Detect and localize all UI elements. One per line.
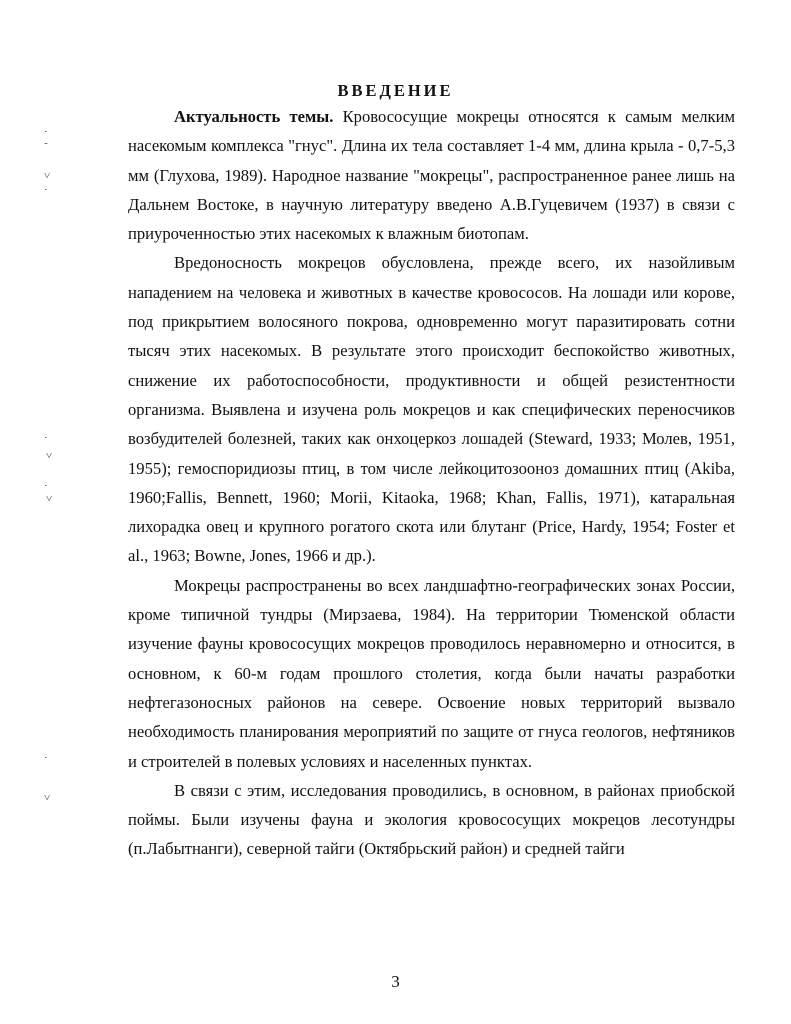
margin-scan-mark: ˅ xyxy=(44,792,51,804)
document-body xyxy=(128,102,735,864)
margin-scan-mark: ˜ xyxy=(44,141,48,153)
margin-scan-mark: · xyxy=(44,752,48,764)
paragraph-text: Кровососущие мокрецы относятся к самым мелким насекомым комплекса "гнус". Длина их тела составляет 1-4 мм, длина крыла - 0,7-5,3 мм (Глухова, 1989). Народное название "мокрецы", распространенное ранее лишь на Дальнем Востоке, в научную литературу введено А.В.Гуцевичем (1937) в связи с приуроченностью этих насекомых к влажным биотопам. xyxy=(128,107,735,244)
margin-scan-mark: · xyxy=(44,184,48,196)
paragraph xyxy=(128,776,735,864)
page-title: ВВЕДЕНИЕ xyxy=(337,81,454,101)
paragraph xyxy=(128,571,735,776)
margin-scan-mark: ˅ xyxy=(46,450,53,462)
margin-scan-mark: · xyxy=(44,126,48,138)
paragraph xyxy=(128,102,735,248)
paragraph-text: В связи с этим, исследования проводились, в основном, в районах приобской поймы. Были изучены фауна и экология кровососущих мокрецов лесотундры (п.Лабытнанги), северной тайги (Октябрьский район) и средней тайги xyxy=(128,780,735,859)
margin-scan-mark: · xyxy=(44,432,48,444)
paragraph-text: Мокрецы распространены во всех ландшафтно-географических зонах России, кроме типичной тундры (Мирзаева, 1984). На территории Тюменской области изучение фауны кровососущих мокрецов проводилось неравномерно и относится, в основном, к 60-м годам прошлого столетия, когда были начаты разработки нефтегазоносных районов на севере. Освоение новых территорий вызвало необходимость планирования мероприятий по защите от гнуса геологов, нефтяников и строителей в полевых условиях и населенных пунктах. xyxy=(128,575,735,771)
margin-scan-mark: ˅ xyxy=(44,170,51,182)
paragraph-lead: Актуальность темы. xyxy=(174,107,334,126)
margin-scan-mark: · xyxy=(44,480,48,492)
paragraph-text: Вредоносность мокрецов обусловлена, прежде всего, их назойливым нападением на человека и животных в качестве кровососов. На лошади или корове, под прикрытием волосяного покрова, одновременно могут паразитировать сотни тысяч этих насекомых. В результате этого происходит беспокойство животных, снижение их работоспособности, продуктивности и общей резистентности организма. Выявлена и изучена роль мокрецов и как специфических переносчиков возбудителей болезней, таких как онхоцеркоз лошадей (Steward, 1933; Молев, 1951, 1955); гемоспоридиозы птиц, в том числе лейкоцитозооноз домашних птиц (Akiba, 1960;Fallis, Bennett, 1960; Morii, Kitaoka, 1968; Khan, Fallis, 1971), катаральная лихорадка овец и крупного рогатого скота или блутанг (Price, Hardy, 1954; Foster et al., 1963; Bowne, Jones, 1966 и др.). xyxy=(128,253,735,566)
page-number: 3 xyxy=(391,972,400,991)
margin-scan-mark: ˅ xyxy=(46,493,53,505)
paragraph xyxy=(128,248,735,570)
